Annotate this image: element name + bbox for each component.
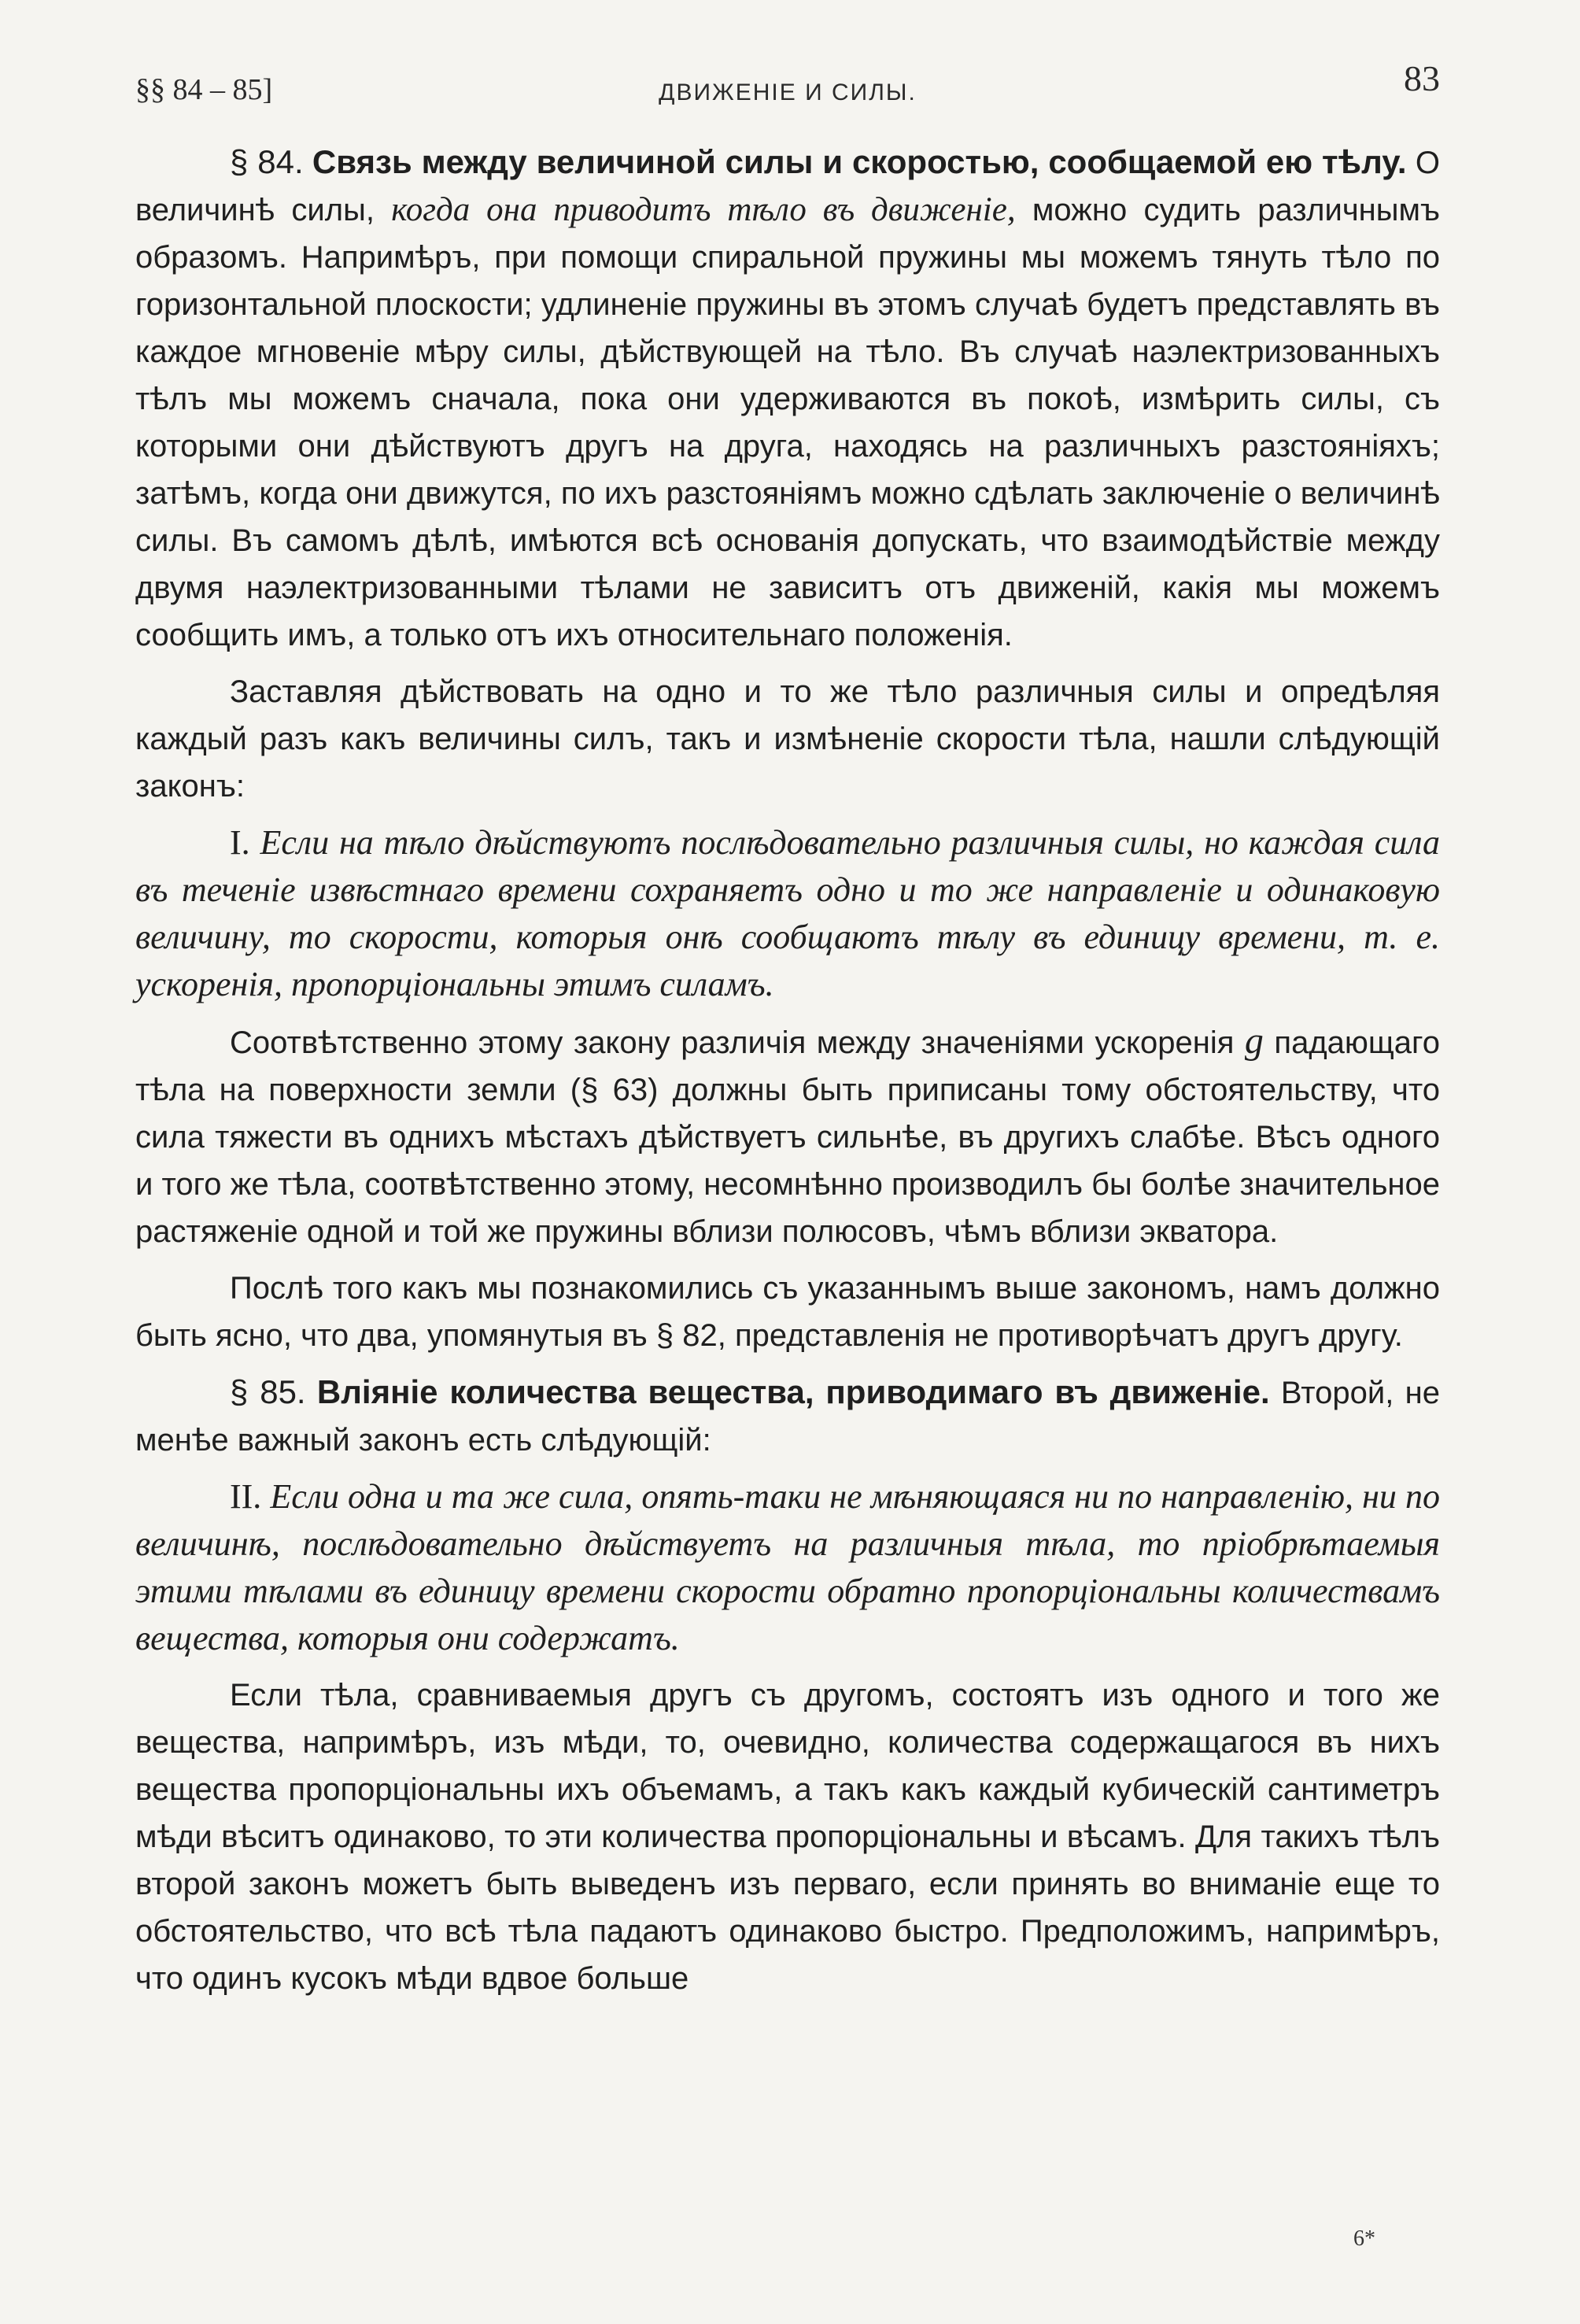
section-84-number: § 84.: [230, 143, 304, 180]
law-1: [135, 819, 1440, 1008]
law-1-number: I.: [230, 823, 250, 862]
running-head: [135, 55, 1440, 110]
acceleration-symbol: g: [1244, 1020, 1264, 1062]
section-range: §§ 84 – 85]: [135, 73, 273, 106]
section-85-number: § 85.: [230, 1373, 306, 1410]
section-84-paragraph-3: [135, 1018, 1440, 1255]
section-85-p1-text: Второй, не менѣе важный законъ есть слѣдующiй:: [135, 1376, 1440, 1458]
page-number: 83: [1404, 58, 1440, 98]
section-84-p3-start: Соотвѣтственно этому закону различiя между значенiями ускоренiя: [230, 1025, 1235, 1060]
chapter-title: ДВИЖЕНIЕ И СИЛЫ.: [659, 79, 917, 105]
section-85-title: Влiянiе количества вещества, приводимаго въ движенiе.: [316, 1373, 1270, 1410]
section-85-paragraph-2: Если тѣла, сравниваемыя другъ съ другомъ, состоятъ изъ одного и того же вещества, напримѣръ, изъ мѣди, то, очевидно, количества содержащагося въ нихъ вещества пропорцiональны ихъ объемамъ, а такъ какъ каждый кубическiй сантиметръ мѣди вѣситъ одинаково, то эти количества пропорцiональны и вѣсамъ. Для такихъ тѣлъ второй законъ можетъ быть выведенъ изъ перваго, если принять во вниманiе еще то обстоятельство, что всѣ тѣла падаютъ одинаково быстро. Предположимъ, напримѣръ, что одинъ кусокъ мѣди вдвое больше: [135, 1678, 1440, 1996]
section-84-title: Связь между величиной силы и скоростью, сообщаемой ею тѣлу.: [312, 143, 1407, 180]
section-84-p1-italic: когда она приводитъ тѣло въ движенiе,: [391, 191, 1016, 228]
law-2-number: II.: [230, 1477, 262, 1516]
law-2: [135, 1473, 1440, 1662]
section-84-paragraph-2: Заставляя дѣйствовать на одно и то же тѣло различныя силы и опредѣляя каждый разъ какъ величины силъ, такъ и измѣненiе скорости тѣла, нашли слѣдующiй законъ:: [135, 674, 1440, 804]
law-1-text: Если на тѣло дѣйствуютъ послѣдовательно различныя силы, но каждая сила въ теченiе извѣстнаго времени сохраняетъ одно и то же направленiе и одинаковую величину, то скорости, которыя онѣ сообщаютъ тѣлу въ единицу времени, т. е. ускоренiя, пропорцiональны этимъ силамъ.: [135, 823, 1441, 1003]
section-84-paragraph-1: [135, 139, 1440, 659]
signature-mark: 6*: [1353, 2226, 1375, 2251]
section-84-p1-start: О величинѣ силы,: [135, 146, 1440, 227]
section-84-p3-rest: падающаго тѣла на поверхности земли (§ 63) должны быть приписаны тому обстоятельству, что сила тяжести въ однихъ мѣстахъ дѣйствуетъ сильнѣе, въ другихъ слабѣе. Вѣсъ одного и того же тѣла, соотвѣтственно этому, несомнѣнно производилъ бы болѣе значительное растяженiе одной и той же пружины вблизи полюсовъ, чѣмъ вблизи экватора.: [135, 1025, 1441, 1249]
law-2-text: Если одна и та же сила, опять-таки не мѣняющаяся ни по направленiю, ни по величинѣ, послѣдовательно дѣйствуетъ на различныя тѣла, то прiобрѣтаемыя этими тѣлами въ единицу времени скорости обратно пропорцiональны количествамъ вещества, которыя они содержатъ.: [135, 1477, 1440, 1657]
section-84-paragraph-4: Послѣ того какъ мы познакомились съ указаннымъ выше закономъ, намъ должно быть ясно, что два, упомянутыя въ § 82, представленiя не противорѣчатъ другъ другу.: [135, 1271, 1440, 1353]
section-84-p1-rest: можно судить различнымъ образомъ. Напримѣръ, при помощи спиральной пружины мы можемъ тянуть тѣло по горизонтальной плоскости; удлиненiе пружины въ этомъ случаѣ будетъ представлять въ каждое мгновенiе мѣру силы, дѣйствующей на тѣло. Въ случаѣ наэлектризованныхъ тѣлъ мы можемъ сначала, пока они удерживаются въ покоѣ, измѣрить силы, съ которыми они дѣйствуютъ другъ на друга, находясь на различныхъ разстоянiяхъ; затѣмъ, когда они движутся, по ихъ разстоянiямъ можно сдѣлать заключенiе о величинѣ силы. Въ самомъ дѣлѣ, имѣются всѣ основанiя допускать, что взаимодѣйствiе между двумя наэлектризованными тѣлами не зависитъ отъ движенiй, какiя мы можемъ сообщить имъ, а только отъ ихъ относительнаго положенiя.: [135, 193, 1441, 652]
section-85-paragraph-1: [135, 1369, 1440, 1464]
